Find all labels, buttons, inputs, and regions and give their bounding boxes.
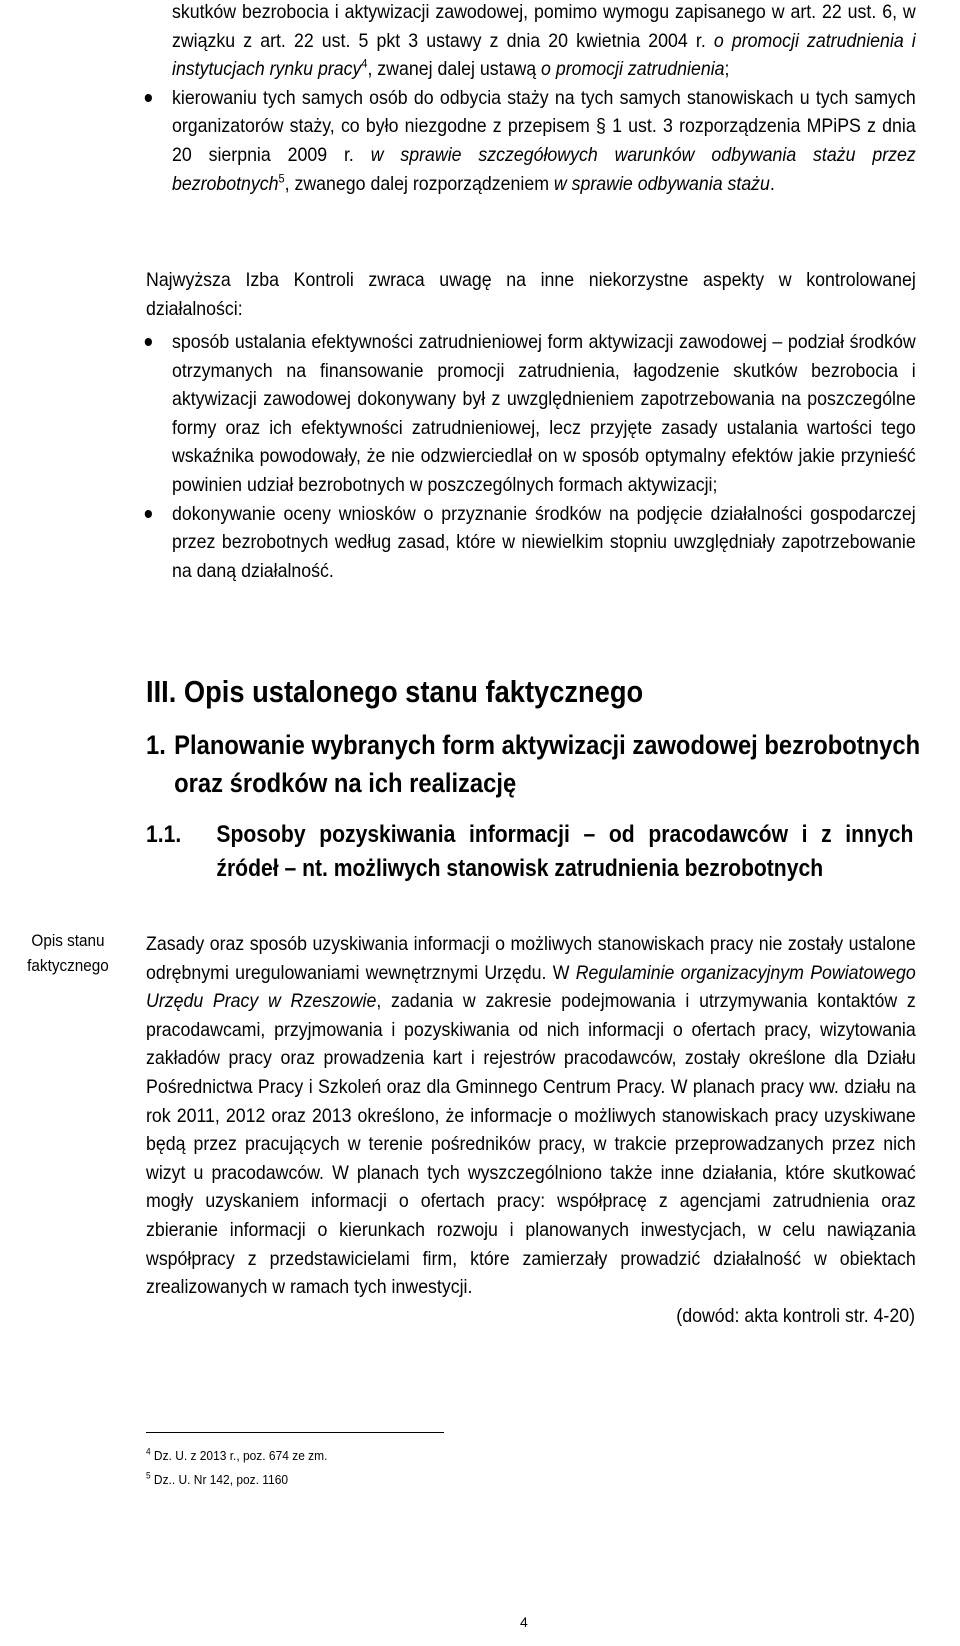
- footnote: $^4$ Dz. U. z 2013 r., poz. 674 ze zm.: [146, 1446, 328, 1463]
- subsubsection-title: 1.1. Sposoby pozyskiwania informacji – od pracodawców i z innych źródeł – nt. możliwych stanowisk zatrudnienia bezrobotnych: [146, 821, 914, 882]
- body-block: [146, 930, 915, 1330]
- bullet-icon: [145, 510, 152, 518]
- bullet-icon: [145, 338, 152, 346]
- footnote-divider: [146, 1432, 444, 1433]
- list-item: dokonywanie oceny wniosków o przyznanie środków na podjęcie działalności gospodarczej przez bezrobotnych według zasad, które w niewielkim stopniu uwzględniały zapotrzebowanie na daną działalność.: [172, 500, 916, 586]
- nik-intro: Najwyższa Izba Kontroli zwraca uwagę na inne niekorzystne aspekty w kontrolowanej działalności:: [146, 269, 916, 320]
- side-label: Opis stanu faktycznego: [27, 931, 109, 975]
- bullet-icon: [145, 94, 152, 102]
- aspects-list: [172, 328, 915, 585]
- page-number: 4: [520, 1614, 528, 1630]
- section-title: III. Opis ustalonego stanu faktycznego: [146, 674, 644, 709]
- evidence-note: (dowód: akta kontroli str. 4-20): [676, 1304, 915, 1327]
- list-item: skutków bezrobocia i aktywizacji zawodowej, pomimo wymogu zapisanego w art. 22 ust. 6, w związku z art. 22 ust. 5 pkt 3 ustawy z dnia 20 kwietnia 2004 r. o promocji zatrudnienia i instytucjach rynku pracy$^4$, zwanej dalej ustawą o promocji zatrudnienia;: [172, 1, 916, 81]
- list-item: sposób ustalania efektywności zatrudnieniowej form aktywizacji zawodowej – podział środków otrzymanych na finansowanie promocji zatrudnienia, łagodzenie skutków bezrobocia i aktywizacji zawodowej dokonywany był z uwzględnieniem zapotrzebowania na poszczególne formy oraz ich efektywności zatrudnieniowej, lecz przyjęte zasady ustalania wartości tego wskaźnika powodowały, że nie odzwierciedlał on w sposób optymalny efektów jakie przynieść powinien udział bezrobotnych w poszczególnych formach aktywizacji;: [172, 328, 916, 500]
- footnote: $^5$ Dz.. U. Nr 142, poz. 1160: [146, 1470, 289, 1487]
- body-paragraph: Zasady oraz sposób uzyskiwania informacji o możliwych stanowiskach pracy nie zostały ustalone odrębnymi uregulowaniami wewnętrznymi Urzędu. W Regulaminie organizacyjnym Powiatowego Urzędu Pracy w Rzeszowie, zadania w zakresie podejmowania i utrzymywania kontaktów z pracodawcami, przyjmowania i pozyskiwania od nich informacji o ofertach pracy, wizytowania zakładów pracy oraz prowadzenia kart i rejestrów pracodawców, zostały określone dla Działu Pośrednictwa Pracy i Szkoleń oraz dla Gminnego Centrum Pracy. W planach pracy ww. działu na rok 2011, 2012 oraz 2013 określono, że informacje o możliwych stanowiskach pracy uzyskiwane będą przez pracujących w terenie pośredników pracy, w trakcie przeprowadzanych przez nich wizyt u pracodawców. W planach tych wyszczególniono także inne działania, które skutkować mogły uzyskaniem informacji o ofertach pracy: współpracę z agencjami zatrudnienia oraz zbieranie informacji o kierunkach rozwoju i planowanych inwestycjach, w celu nawiązania współpracy z przedstawicielami firm, które zamierzały prowadzić działalność w obiektach zrealizowanych w ramach tych inwestycji.: [146, 933, 916, 1299]
- list-item: kierowaniu tych samych osób do odbycia staży na tych samych stanowiskach u tych samych organizatorów staży, co było niezgodne z przepisem § 1 ust. 3 rozporządzenia MPiPS z dnia 20 sierpnia 2009 r. w sprawie szczegółowych warunków odbywania stażu przez bezrobotnych$^5$, zwanego dalej rozporządzeniem w sprawie odbywania stażu.: [172, 84, 916, 198]
- footnote-ref: 5: [278, 171, 285, 186]
- subsection-title: 1. Planowanie wybranych form aktywizacji zawodowej bezrobotnych oraz środków na ich realizację: [146, 730, 921, 798]
- nik-intro-block: [146, 266, 915, 323]
- top-list: [172, 0, 915, 198]
- footnote-ref: 4: [361, 56, 368, 71]
